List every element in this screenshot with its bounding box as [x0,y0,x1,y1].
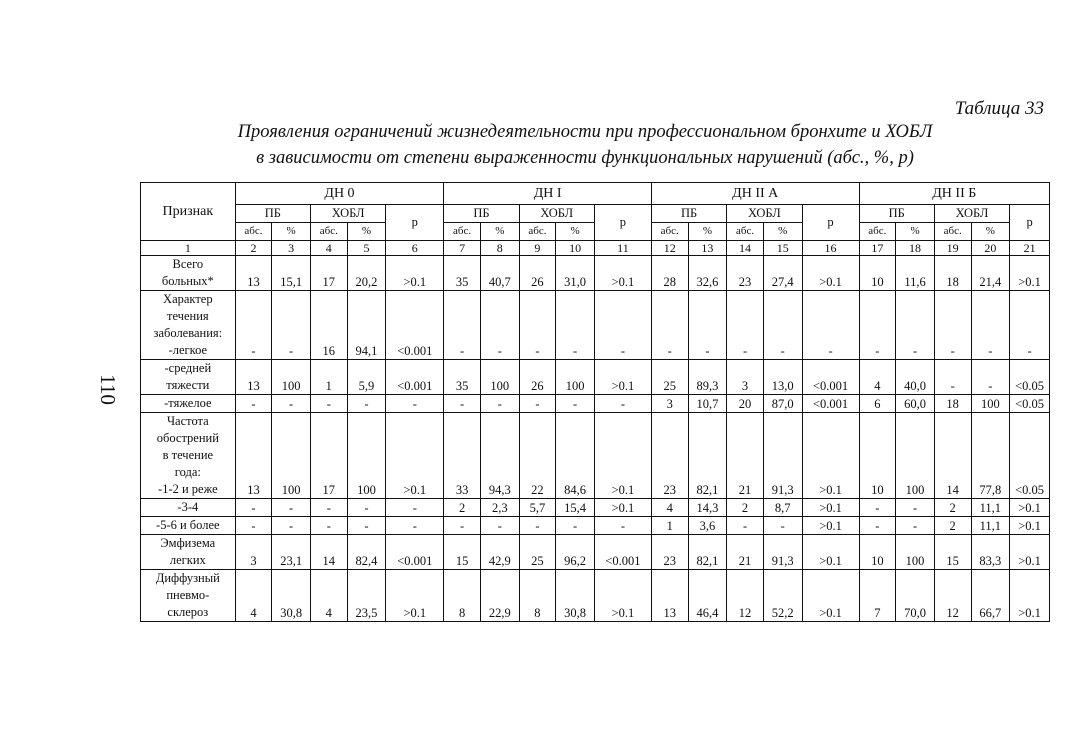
table-cell: - [859,499,896,517]
table-cell: - [480,395,519,413]
column-index: 12 [651,241,688,256]
table-cell: >0.1 [802,499,859,517]
table-cell: 13 [235,413,272,499]
table-cell: - [763,517,802,535]
table-body [141,256,1050,622]
row-label-line: -легкое [168,343,208,357]
column-index: 3 [272,241,311,256]
table-cell: 31,0 [556,256,595,291]
column-index: 8 [480,241,519,256]
table-cell: - [235,291,272,360]
table-row [141,570,1050,622]
table-cell: 4 [859,360,896,395]
table-cell: 82,1 [688,413,727,499]
row-label [141,291,236,360]
table-cell: 15 [444,535,481,570]
header-pct: % [688,223,727,241]
table-cell: >0.1 [386,570,444,622]
table-cell: - [235,499,272,517]
table-cell: 60,0 [896,395,935,413]
header-p: р [594,205,651,241]
header-group-dn2a: ДН II А [651,183,859,205]
table-cell: - [727,291,764,360]
table-cell: 4 [310,570,347,622]
table-cell: - [556,395,595,413]
table-cell: - [386,395,444,413]
header-hobl: ХОБЛ [519,205,594,223]
table-cell: - [235,395,272,413]
table-cell: 5,7 [519,499,556,517]
table-cell: 30,8 [272,570,311,622]
table-cell: - [347,499,386,517]
row-label-line: обострений [156,431,219,445]
header-pct: % [896,223,935,241]
table-cell: - [310,517,347,535]
row-label-line: -1-2 и реже [158,482,218,496]
table-cell: >0.1 [802,570,859,622]
table-cell: 23,1 [272,535,311,570]
table-row [141,360,1050,395]
row-label-line: Эмфизема [160,536,216,550]
table-cell: 23 [727,256,764,291]
table-cell: 15,4 [556,499,595,517]
table-cell: 2 [934,499,971,517]
data-table [140,182,1050,622]
table-cell: >0.1 [386,413,444,499]
table-cell: 21,4 [971,256,1010,291]
row-label-line: легких [169,553,206,567]
table-cell: 3,6 [688,517,727,535]
table-cell: 91,3 [763,413,802,499]
table-cell: 35 [444,360,481,395]
column-index: 4 [310,241,347,256]
table-row [141,256,1050,291]
table-cell: - [934,291,971,360]
table-cell: 83,3 [971,535,1010,570]
table-cell: - [971,360,1010,395]
header-abs: абс. [310,223,347,241]
table-cell: 14,3 [688,499,727,517]
table-cell: - [444,291,481,360]
table-cell: - [444,517,481,535]
table-cell: 100 [272,413,311,499]
column-index: 14 [727,241,764,256]
row-label-line: больных* [161,274,214,288]
table-cell: <0.001 [594,535,651,570]
table-cell: 100 [556,360,595,395]
row-label-line: течения [166,309,209,323]
table-cell: >0.1 [594,413,651,499]
column-index: 10 [556,241,595,256]
table-cell: 20 [727,395,764,413]
table-cell: 15 [934,535,971,570]
table-cell: 100 [896,413,935,499]
table-cell: 100 [272,360,311,395]
table-cell: - [727,517,764,535]
header-pct: % [272,223,311,241]
row-label-line: -тяжелое [164,396,212,410]
table-cell: - [519,517,556,535]
table-cell: - [896,517,935,535]
table-cell: 11,1 [971,517,1010,535]
table-cell: 100 [347,413,386,499]
column-index: 18 [896,241,935,256]
table-row [141,499,1050,517]
table-cell: - [594,291,651,360]
table-cell: 42,9 [480,535,519,570]
table-cell: <0.05 [1010,395,1050,413]
header-pct: % [971,223,1010,241]
column-index: 6 [386,241,444,256]
table-cell: 89,3 [688,360,727,395]
table-cell: 15,1 [272,256,311,291]
table-cell: 7 [859,570,896,622]
table-cell: - [1010,291,1050,360]
table-cell: - [347,517,386,535]
table-cell: 10,7 [688,395,727,413]
row-label [141,360,236,395]
table-cell: 17 [310,256,347,291]
table-cell: 1 [310,360,347,395]
row-label-line: Всего [172,257,204,271]
table-cell: - [519,395,556,413]
table-cell: 18 [934,395,971,413]
row-label [141,256,236,291]
header-group-dn0: ДН 0 [235,183,444,205]
header-abs: абс. [235,223,272,241]
header-pct: % [347,223,386,241]
table-cell: - [386,517,444,535]
table-cell: 5,9 [347,360,386,395]
row-label-line: пневмо- [166,588,210,602]
table-row [141,395,1050,413]
header-pb: ПБ [235,205,310,223]
row-label-line: склероз [167,605,209,619]
table-cell: 84,6 [556,413,595,499]
table-cell: 8,7 [763,499,802,517]
table-cell: - [272,517,311,535]
table-cell: - [651,291,688,360]
table-cell: 13 [651,570,688,622]
header-abs: абс. [651,223,688,241]
table-cell: <0.001 [802,360,859,395]
header-abs: абс. [859,223,896,241]
table-cell: 11,6 [896,256,935,291]
table-cell: >0.1 [802,517,859,535]
table-cell: - [556,517,595,535]
table-cell: 27,4 [763,256,802,291]
table-cell: <0.05 [1010,413,1050,499]
column-index: 16 [802,241,859,256]
table-cell: 52,2 [763,570,802,622]
table-cell: 16 [310,291,347,360]
table-cell: - [971,291,1010,360]
row-label [141,535,236,570]
table-cell: 4 [235,570,272,622]
column-index: 13 [688,241,727,256]
table-cell: >0.1 [1010,256,1050,291]
header-pct: % [763,223,802,241]
header-abs: абс. [444,223,481,241]
table-cell: 1 [651,517,688,535]
table-cell: 3 [727,360,764,395]
row-label-line: в течение [162,448,214,462]
header-p: р [1010,205,1050,241]
table-row [141,535,1050,570]
table-cell: >0.1 [802,535,859,570]
header-abs: абс. [934,223,971,241]
table-cell: - [934,360,971,395]
table-cell: 25 [651,360,688,395]
row-label [141,517,236,535]
table-cell: 13 [235,360,272,395]
header-p: р [386,205,444,241]
table-cell: - [480,517,519,535]
row-label-line: заболевания: [153,326,223,340]
table-cell: - [480,291,519,360]
header-group-dn2b: ДН II Б [859,183,1049,205]
table-row [141,517,1050,535]
table-cell: - [594,395,651,413]
table-cell: 4 [651,499,688,517]
table-cell: >0.1 [1010,535,1050,570]
column-index: 15 [763,241,802,256]
page-number: 110 [95,374,120,405]
table-cell: - [859,517,896,535]
table-cell: 21 [727,535,764,570]
table-cell: - [386,499,444,517]
header-hobl: ХОБЛ [934,205,1009,223]
table-cell: - [594,517,651,535]
table-cell: - [235,517,272,535]
table-cell: >0.1 [1010,499,1050,517]
row-label-line: тяжести [166,378,210,392]
column-index: 2 [235,241,272,256]
column-index: 21 [1010,241,1050,256]
table-cell: <0.001 [386,535,444,570]
table-cell: 13,0 [763,360,802,395]
table-cell: - [272,291,311,360]
table-cell: 18 [934,256,971,291]
table-cell: 6 [859,395,896,413]
table-cell: 87,0 [763,395,802,413]
row-label-line: Диффузный [155,571,220,585]
table-cell: 2 [444,499,481,517]
table-cell: <0.001 [802,395,859,413]
table-cell: 40,7 [480,256,519,291]
table-row [141,291,1050,360]
table-cell: 91,3 [763,535,802,570]
table-cell: - [763,291,802,360]
table-cell: 100 [480,360,519,395]
header-pb: ПБ [859,205,934,223]
column-index: 9 [519,241,556,256]
table-cell: <0.001 [386,291,444,360]
header-hobl: ХОБЛ [727,205,802,223]
table-cell: 23,5 [347,570,386,622]
table-cell: >0.1 [594,570,651,622]
table-cell: - [444,395,481,413]
table-cell: 12 [727,570,764,622]
header-p: р [802,205,859,241]
header-group-dn1: ДН I [444,183,652,205]
table-cell: 22,9 [480,570,519,622]
table-cell: 94,1 [347,291,386,360]
table-cell: - [859,291,896,360]
table-cell: <0.001 [386,360,444,395]
table-cell: - [310,499,347,517]
table-cell: 28 [651,256,688,291]
header-pct: % [480,223,519,241]
table-cell: 21 [727,413,764,499]
row-label [141,499,236,517]
header-abs: абс. [519,223,556,241]
table-cell: 22 [519,413,556,499]
row-label-line: -5-6 и более [156,518,220,532]
table-cell: - [272,499,311,517]
table-cell: >0.1 [594,256,651,291]
row-label-line: Частота [166,414,209,428]
table-cell: 20,2 [347,256,386,291]
table-cell: 3 [235,535,272,570]
table-cell: 35 [444,256,481,291]
header-abs: абс. [727,223,764,241]
table-cell: >0.1 [802,413,859,499]
table-cell: 2 [727,499,764,517]
table-cell: >0.1 [386,256,444,291]
table-cell: 30,8 [556,570,595,622]
table-cell: 10 [859,535,896,570]
header-hobl: ХОБЛ [310,205,385,223]
table-cell: - [802,291,859,360]
table-cell: 17 [310,413,347,499]
table-cell: 3 [651,395,688,413]
table-cell: 70,0 [896,570,935,622]
table-cell: 46,4 [688,570,727,622]
table-cell: - [556,291,595,360]
table-cell: 2 [934,517,971,535]
table-cell: 11,1 [971,499,1010,517]
column-index: 11 [594,241,651,256]
table-cell: 100 [971,395,1010,413]
header-pb: ПБ [444,205,519,223]
table-title-line-2: в зависимости от степени выраженности функциональных нарушений (абс., %, р) [256,148,914,168]
table-cell: - [519,291,556,360]
table-cell: 32,6 [688,256,727,291]
table-cell: - [688,291,727,360]
table-cell: 100 [896,535,935,570]
table-cell: <0.05 [1010,360,1050,395]
row-label [141,570,236,622]
table-cell: 10 [859,413,896,499]
column-index: 1 [141,241,236,256]
table-cell: 25 [519,535,556,570]
table-cell: 96,2 [556,535,595,570]
table-cell: 82,4 [347,535,386,570]
table-cell: - [347,395,386,413]
header-feature: Признак [141,183,236,241]
header-pb: ПБ [651,205,726,223]
column-index: 19 [934,241,971,256]
table-cell: 26 [519,360,556,395]
table-cell: 23 [651,413,688,499]
table-cell: >0.1 [1010,570,1050,622]
table-cell: - [310,395,347,413]
column-index: 17 [859,241,896,256]
table-cell: 77,8 [971,413,1010,499]
table-cell: 8 [519,570,556,622]
table-cell: 82,1 [688,535,727,570]
row-label-line: года: [174,465,201,479]
column-index-row [141,241,1050,256]
table-cell: 33 [444,413,481,499]
table-cell: 2,3 [480,499,519,517]
table-cell: - [272,395,311,413]
row-label-line: Характер [163,292,213,306]
table-cell: 8 [444,570,481,622]
column-index: 7 [444,241,481,256]
table-cell: 66,7 [971,570,1010,622]
table-cell: - [896,499,935,517]
column-index: 20 [971,241,1010,256]
table-cell: - [896,291,935,360]
table-cell: 14 [310,535,347,570]
table-cell: >0.1 [594,360,651,395]
table-cell: >0.1 [1010,517,1050,535]
table-cell: 94,3 [480,413,519,499]
table-title-line-1: Проявления ограничений жизнедеятельности при профессиональном бронхите и ХОБЛ [237,122,933,142]
table-cell: >0.1 [802,256,859,291]
column-index: 5 [347,241,386,256]
table-row [141,413,1050,499]
header-pct: % [556,223,595,241]
table-cell: 13 [235,256,272,291]
row-label-line: -средней [164,361,212,375]
table-cell: 10 [859,256,896,291]
row-label [141,395,236,413]
table-cell: 14 [934,413,971,499]
table-cell: 26 [519,256,556,291]
table-number: Таблица 33 [954,98,1044,119]
row-label-line: -3-4 [177,500,199,514]
table-cell: 23 [651,535,688,570]
table-cell: 40,0 [896,360,935,395]
row-label [141,413,236,499]
table-cell: >0.1 [594,499,651,517]
table-cell: 12 [934,570,971,622]
